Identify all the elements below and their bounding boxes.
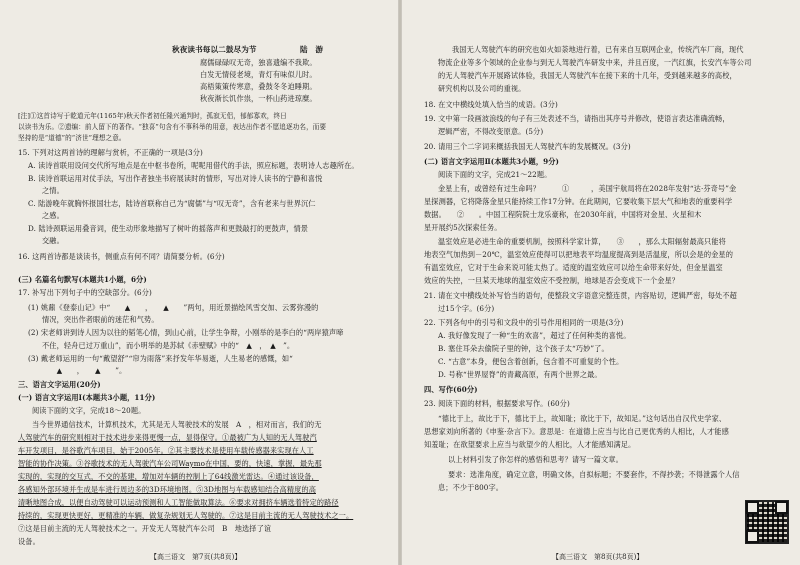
page-footer: 【高三语文 第7页(共8页)】 bbox=[150, 553, 242, 561]
page-footer: 【高三语文 第8页(共8页)】 bbox=[552, 553, 644, 561]
qr-code-icon bbox=[745, 500, 789, 544]
page-8 bbox=[402, 0, 800, 565]
passage-line: 效应的失控，一旦某天地球的温室效应不受控制，地球是否会变成下一个金星？ bbox=[424, 276, 680, 285]
passage-line: 我国无人驾驶汽车的研究也如火如荼地进行着，已有来自互联网企业，传统汽车厂商，现代 bbox=[452, 45, 744, 54]
material-line: 息；不少于800字。 bbox=[438, 483, 504, 492]
option-d-cont: 交融。 bbox=[42, 236, 64, 245]
passage-line: 金星上有，或曾经有过生命吗？ ① ，美国宇航局将在2028年发射“达·芬奇号”金 bbox=[438, 184, 737, 193]
option-b: B. 塞住耳朵去偷院子里的钟，这个孩子太“巧妙”了。 bbox=[438, 344, 609, 353]
passage-line: 智能的协作决策。③谷歌技术的无人驾驶汽车公司Waymo在中国，要的，快速，掌握，最先那 bbox=[18, 459, 322, 468]
passage-line: 地表空气加热到－20℃，温室效应使得可以把地表平均温度提高到是活温度，所以会是的金星的 bbox=[424, 250, 733, 259]
option-c: C. “古意”本身，便包含着创新，包含着不可重复的个性。 bbox=[438, 357, 624, 366]
question-15: 15. 下列对这两首诗的理解与赏析，不正确的一项是(3分) bbox=[18, 148, 203, 157]
question-21: 21. 请在文中横线处补写恰当的语句，使整段文字语意完整连贯，内容贴切，逻辑严密，每处不超 bbox=[424, 291, 737, 300]
section-3-1: (一) 语言文字运用Ⅰ(本题共3小题，11分) bbox=[18, 393, 156, 402]
passage-line: 当今世界通信技术，计算机技术，尤其是无人驾驶技术的发展 A ，相对而言，我们的无 bbox=[32, 420, 322, 429]
question-18: 18. 在文中横线处填入恰当的成语。(3分) bbox=[424, 100, 558, 109]
q17-3: (3) 戴老师运用的一句“戴望舒”“帘为雨落”来抒发年华易逝，人生易老的感慨，如“ bbox=[28, 354, 293, 363]
question-20: 20. 请用三个二字词来概括我国无人驾驶汽车的发展概况。(3分) bbox=[424, 142, 631, 151]
question-22: 22. 下列各句中的引号和文段中的引号作用相同的一项是(3分) bbox=[424, 318, 624, 327]
material-line: 要求：选准角度，确定立意，明确文体，自拟标题；不要套作，不得抄袭；不得泄露个人信 bbox=[448, 470, 740, 479]
note: 以读书为乐。②遗编：前人留下的著作。“独喜”句含有不事科举的用意，表达出作者不愿追逐功名，而要 bbox=[18, 123, 327, 131]
page-7 bbox=[0, 0, 398, 565]
note: [注]①这首诗写于乾道元年(1165年)秋天作者初任隆兴通判时，孤寂无侣，郁郁寡欢，终日 bbox=[18, 112, 287, 120]
passage-line: 有温室效应，它对于生命来说可能太热了。适度的温室效应可以给生命带来好处，但金星温室 bbox=[424, 263, 723, 272]
passage-line: ⑦这是目前主流的无人驾驶技术之一。开发无人驾驶汽车公司 B 地选择了谊 bbox=[18, 524, 272, 533]
q17-2: (2) 宋老师讲到诗人因为以往的韬笔心情，到山心前，让学生争辩，小刚举的是李白的“两岸猿声啼 bbox=[28, 328, 344, 337]
reading-instruction: 阅读下面的文字，完成21～22题。 bbox=[438, 170, 552, 179]
q17-3-cont: ▲ ， ▲ ”。 bbox=[42, 366, 127, 375]
poem-line: 秋夜渐长饥作祟，一杯山药进琼糜。 bbox=[200, 94, 317, 103]
question-16: 16. 这两首诗都是谈读书，侧重点有何不同？请简要分析。(6分) bbox=[18, 252, 225, 261]
passage-line: 车开发项目，是谷歌汽车项目，始于2005年。②其主要技术是使用车载传感器来实现在人工 bbox=[18, 446, 314, 455]
passage-line: 物流企业等多个领域的企业参与到无人驾驶汽车研发中来，并且百度，一汽红旗，长安汽车等公司 bbox=[438, 58, 752, 67]
passage-line: 研究机构以及公司的重视。 bbox=[438, 84, 526, 93]
question-17: 17. 补写出下列句子中的空缺部分。(6分) bbox=[18, 288, 152, 297]
section-memorization: (三) 名篇名句默写(本题共1小题，6分) bbox=[18, 275, 147, 284]
option-b-cont: 之情。 bbox=[42, 186, 64, 195]
material-line: 以上材料引发了你怎样的感悟和思考？请写一篇文章。 bbox=[448, 455, 623, 464]
passage-line: 的无人驾驶汽车开展路试体验，我国无人驾驶汽车在接下来的十几年，受到越来越多的高校， bbox=[438, 71, 737, 80]
option-d: D. 号称“世界屋脊”的青藏高原，有两个世界之最。 bbox=[438, 370, 602, 379]
question-19-cont: 逻辑严密，不得改变原意。(5分) bbox=[438, 127, 544, 136]
q17-2-cont: 不住，轻舟已过万重山”，而小明举的是苏轼《赤壁赋》中的“ ▲ ， ▲ ”。 bbox=[42, 341, 295, 350]
question-21-cont: 过15个字。(6分) bbox=[438, 304, 495, 313]
question-23: 23. 阅读下面的材料，根据要求写作。(60分) bbox=[424, 399, 570, 408]
passage-line: 人驾驶汽车的研究则相对于技术进步来得更慢一点，显得保守。①最被广为人知的无人驾驶汽 bbox=[18, 433, 317, 442]
passage-line: 温室效应是必进生命的重要机制，按照科学家计算， ③ ，那么太阳辐射最高只能将 bbox=[438, 237, 726, 246]
material-line: “德比于上，故比于下，德比于上，故知耻；欲比于下，故知足。”这句话出自汉代史学家、 bbox=[438, 414, 727, 423]
passage-line: 数据。 ② 。中国工程院院士龙乐豪称，在2030年前，中国将对金星、火星和木 bbox=[424, 210, 702, 219]
section-4: 四、写作(60分) bbox=[424, 385, 478, 394]
q17-1: (1) 姚鼐《登泰山记》中“ ▲ ， ▲ ”两句，用近景描绘风雪交加、云雾弥漫的 bbox=[28, 303, 319, 312]
question-19: 19. 文中第一段画波浪线的句子有三处表述不当，请指出其序号并修改，使语言表达准确流畅， bbox=[424, 114, 730, 123]
passage-line: 清晰地图合成，以便自动驾驶可以运动预测和人工智能做取算法。⑥要求对拥挤车辆选着特定的路径 bbox=[18, 498, 339, 507]
material-line: 知羞耻；在欲望要求上应当与欲望少的人相比，人才能感知满足。 bbox=[424, 440, 636, 449]
option-b: B. 读诗首联运用对仗手法，写出作者独坐书府展读时的情形，写出对诗人读书的宁静和喜悦 bbox=[28, 174, 323, 183]
option-a: A. 我好像发现了一种“生的欢喜”，超过了任何种类的喜悦。 bbox=[438, 331, 631, 340]
material-line: 思想家刘向所著的《申鉴·杂言下》。意思是：在道德上应当与比自己更优秀的人相比，人才能感 bbox=[424, 427, 729, 436]
passage-line: 实现的，实现的交互式，不交的基建，增加对车辆的控制上了64线激光雷达。④通过该设备， bbox=[18, 472, 319, 481]
passage-line: 持续的，实现更快更好，更精准的车辆，做复杂规划无人驾驶的。⑦这是目前主流的无人驾驶技术之一。 bbox=[18, 511, 354, 520]
poem-line: 腐儒碌碌叹无奇，独喜遗编不我欺。 bbox=[200, 58, 317, 67]
note: 坚持的是“道德”的“济世”理想之意。 bbox=[18, 134, 126, 142]
passage-line: 各感知外部环境并生成是车进行周边多的3D环境地图。⑤3D地图与车载感知结合高精度的高 bbox=[18, 485, 316, 494]
q17-1-cont: 情况，突出作者眼前的迷茫和气势。 bbox=[42, 315, 159, 324]
poem-author: 陆 游 bbox=[300, 45, 324, 54]
option-a: A. 读诗首联用设问交代所写地点是在中枢书卷所，呢呢用借代的手法，照应标题，表明诗人志趣所在。 bbox=[28, 161, 359, 170]
option-d: D. 陆诗颈联运用叠音词，使生动形象地描写了树叶的摇落声和更鼓敲打的更鼓声，情景 bbox=[28, 224, 309, 233]
section-3: 三、语言文字运用(20分) bbox=[18, 380, 101, 389]
poem-line: 白发无情侵老境，青灯有味似儿时。 bbox=[200, 70, 317, 79]
section-2: (二) 语言文字运用Ⅱ(本题共3小题，9分) bbox=[424, 157, 559, 166]
option-c: C. 陆游晚年就胸怀报国壮志，陆诗首联称自己为“腐儒”与“叹无奇”，含有老来与世界沉仁 bbox=[28, 199, 316, 208]
passage-line: 设备。 bbox=[18, 537, 40, 546]
passage-line: 星开展约5次探索任务。 bbox=[424, 223, 502, 232]
option-c-cont: 之感。 bbox=[42, 211, 64, 220]
poem-title: 秋夜读书每以二鼓尽为节 bbox=[172, 45, 257, 54]
passage-line: 星探测器，它将降落金星只能持续工作17分钟。在此期间，它要收集下层大气和地表的重要科学 bbox=[424, 197, 733, 206]
reading-instruction: 阅读下面的文字，完成18～20题。 bbox=[32, 406, 146, 415]
poem-line: 高梧策策传寒意，叠鼓冬冬迫睡期。 bbox=[200, 82, 317, 91]
